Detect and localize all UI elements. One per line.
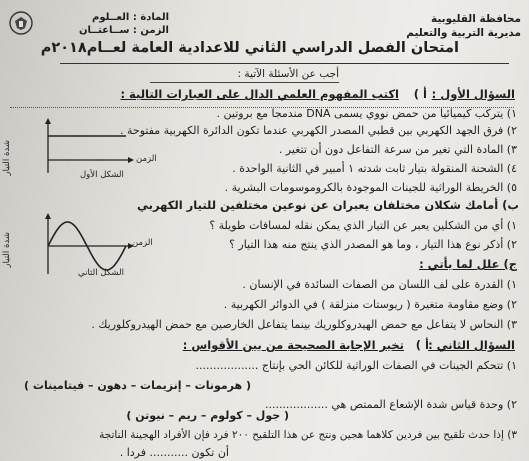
q1-part-a-label: أ ) <box>413 87 427 101</box>
graph-ac-xlabel: الزمن <box>132 238 153 248</box>
graph-dc-x-arrow <box>128 157 134 163</box>
q2-choices-2: ( جول – كولوم – ريم – نيوتن ) <box>126 409 289 422</box>
q1-part-b-item-2: ٢) أذكر نوع هذا التيار ، وما هو المصدر الذي ينتج منه هذا التيار ؟ <box>229 238 517 251</box>
eagle-emblem-icon <box>8 10 34 36</box>
q2-item-3: ٣) إذا حدث تلقيح بين فردين كلاهما هجين ونتج عن هذا التلقيح ٢٠٠ فرد فإن الأفراد الهجينة الناتجة <box>99 429 517 441</box>
instruction-underline <box>150 82 339 83</box>
q2-part-a-text: تخير الإجابة الصحيحة من بين الأقواس : <box>182 338 404 352</box>
q1-item-1: ١) يتركب كيميائيا من حمض نووي يسمى DNA مندمجا مع بروتين . <box>216 107 517 120</box>
q1-part-c: ج) علل لما يأتي : <box>419 257 517 271</box>
q1-item-2: ٢) فرق الجهد الكهربي بين قطبي المصدر الكهربي عندما تكون الدائرة الكهربية مفتوحة . <box>120 124 517 137</box>
graph-ac-y-arrow <box>45 213 51 219</box>
graph-ac-caption: الشكل الثاني <box>78 268 124 278</box>
exam-title: امتحان الفصل الدراسي الثاني للاعدادية العامة لعــام٢٠١٨م <box>40 40 459 56</box>
graph-dc-y-arrow <box>45 118 51 124</box>
q2-item-2: ٢) وحدة قياس شدة الإشعاع الممتص هي .................. <box>264 398 517 411</box>
q2-item-3-continued: أن تكون ........... فردا . <box>119 446 229 459</box>
instruction-text: أجب عن الأسئلة الآتية : <box>237 68 339 80</box>
q1-item-5: ٥) الخريطة الوراثية للجينات الموجودة بالكروموسومات البشرية . <box>224 181 517 194</box>
governorate-label: محافظة القليوبية <box>431 13 521 25</box>
q1-item-3: ٣) المادة التي تغير من سرعة التفاعل دون أن تتغير . <box>278 143 517 156</box>
q1-item-4: ٤) الشحنة المنقولة بتيار ثابت شدته ١ أمبير في الثانية الواحدة . <box>232 162 517 175</box>
q2-part-a-label: أ ) <box>415 338 429 352</box>
q1-heading: السؤال الأول : <box>431 87 515 101</box>
graph-dc-caption: الشكل الأول <box>80 170 124 180</box>
header-authority <box>406 12 521 40</box>
q1-part-b-item-1: ١) أي من الشكلين يعبر عن التيار الذي يمكن نقله لمسافات طويلة ؟ <box>209 219 517 232</box>
directorate-label: مديرية التربية والتعليم <box>406 27 521 39</box>
q2-item-1: ١) تتحكم الجينات في الصفات الوراثية للكائن الحي بإنتاج .................. <box>195 359 517 372</box>
q1-part-c-item-1: ١) القدرة على لف اللسان من الصفات السائدة في الإنسان . <box>242 278 517 291</box>
header-meta <box>79 11 169 37</box>
title-divider <box>60 63 509 64</box>
q2-heading: السؤال الثاني : <box>428 338 515 352</box>
graph-dc-ylabel: شدة التيار <box>2 140 12 176</box>
q1-part-a-text: اكتب المفهوم العلمي الدال على العبارات التالية : <box>120 87 399 101</box>
graph-ac-ylabel: شدة التيار <box>2 232 12 268</box>
subject-label: المادة : العــلوم <box>92 12 169 23</box>
graph-dc-xlabel: الزمن <box>136 154 157 164</box>
q1-part-c-item-2: ٢) وضع مقاومة متغيرة ( ريوستات منزلقة ) في الدوائر الكهربية . <box>223 298 517 311</box>
q1-part-c-item-3: ٣) النحاس لا يتفاعل مع حمض الهيدروكلوريك بينما يتفاعل الخارصين مع حمض الهيدروكلوريك . <box>91 318 517 331</box>
q1-part-b: ب) أمامك شكلان مختلفان يعبران عن نوعين مختلفين للتيار الكهربي <box>137 198 519 212</box>
time-label: الزمن : ســاعتــان <box>78 25 169 36</box>
q2-choices-1: ( هرمونات – إنزيمات – دهون – فيتامينات ) <box>24 379 251 392</box>
